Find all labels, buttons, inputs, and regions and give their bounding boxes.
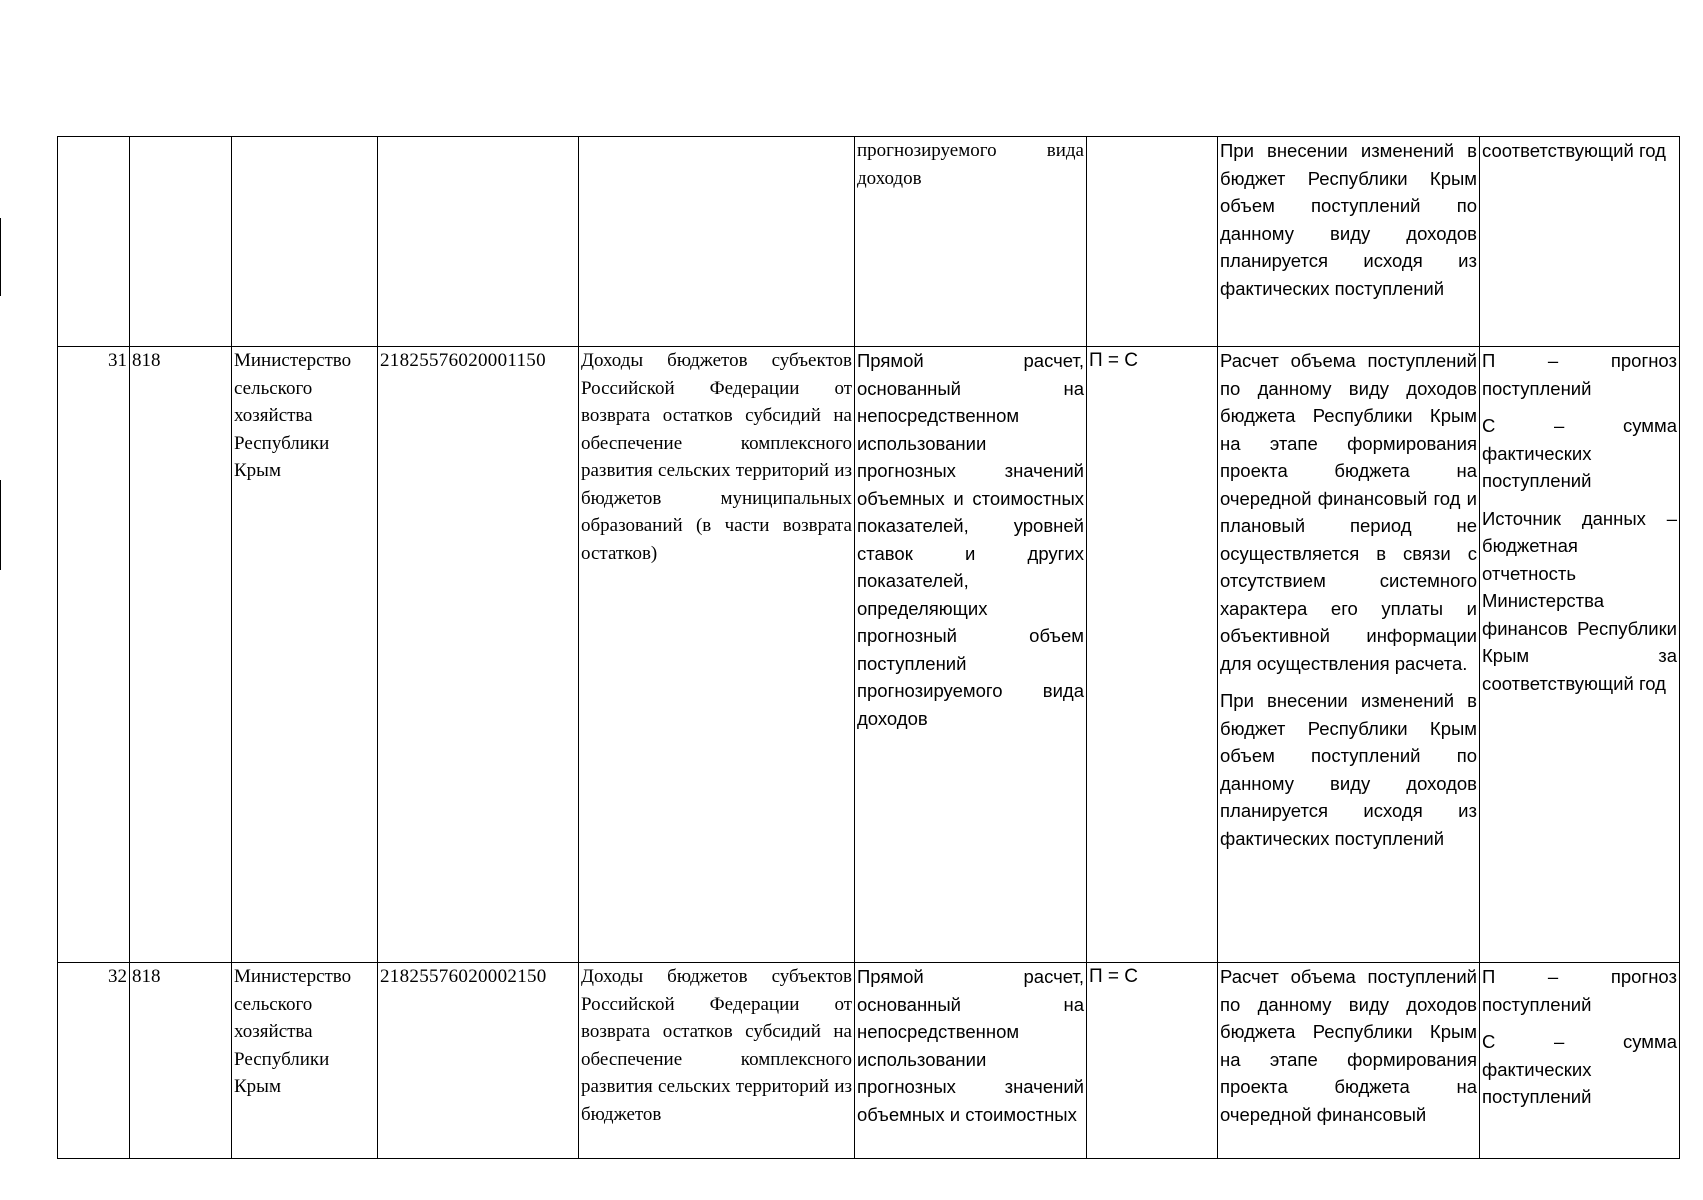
algorithm-paragraph: При внесении изменений в бюджет Республики Крым объем поступлений по данному виду доходов планируется исходя из фактических поступлений (1220, 140, 1477, 299)
algorithm-cell (1218, 347, 1480, 963)
indicator-paragraph: С – сумма фактических поступлений (1482, 415, 1677, 491)
formula-cell: П = С (1087, 963, 1218, 1159)
admin-name-cell (232, 137, 378, 347)
algorithm-cell (1218, 137, 1480, 347)
admin-code-cell (130, 137, 232, 347)
indicator-paragraph: П – прогноз поступлений (1482, 350, 1677, 399)
indicator-paragraph: С – сумма фактических поступлений (1482, 1031, 1677, 1107)
indicator-paragraph: соответствующий год (1482, 140, 1666, 161)
admin-name-cell: Министерство сельского хозяйства Республики Крым (232, 347, 378, 963)
scan-edge-mark-bottom (0, 480, 1, 570)
formula-cell: П = С (1087, 347, 1218, 963)
method-cell: прогнозируемого вида доходов (855, 137, 1087, 347)
algorithm-paragraph: Расчет объема поступлений по данному виду доходов бюджета Республики Крым на этапе формирования проекта бюджета на очередной финансовый (1220, 966, 1477, 1125)
formula-cell (1087, 137, 1218, 347)
table-row (58, 137, 1680, 347)
method-cell: Прямой расчет, основанный на непосредственном использовании прогнозных значений объемных и стоимостных показателей, уровней ставок и других показателей, определяющих прогнозный объем поступлений прогнозируемого вида доходов (855, 347, 1087, 963)
kbk-code-cell: 21825576020002150 (378, 963, 579, 1159)
admin-code-cell: 818 (130, 347, 232, 963)
kbk-code-cell: 21825576020001150 (378, 347, 579, 963)
row-number-cell (58, 137, 130, 347)
indicators-cell (1480, 963, 1680, 1159)
algorithm-paragraph: При внесении изменений в бюджет Республики Крым объем поступлений по данному виду доходов планируется исходя из фактических поступлений (1220, 690, 1477, 849)
method-cell: Прямой расчет, основанный на непосредственном использовании прогнозных значений объемных и стоимостных (855, 963, 1087, 1159)
kbk-code-cell (378, 137, 579, 347)
income-forecast-table (57, 136, 1680, 1159)
indicators-cell (1480, 347, 1680, 963)
admin-code-cell: 818 (130, 963, 232, 1159)
scan-edge-mark-top (0, 218, 1, 296)
admin-name-cell: Министерство сельского хозяйства Республики Крым (232, 963, 378, 1159)
algorithm-cell (1218, 963, 1480, 1159)
table-row (58, 347, 1680, 963)
algorithm-paragraph: Расчет объема поступлений по данному виду доходов бюджета Республики Крым на этапе формирования проекта бюджета на очередной финансовый год и плановый период не осуществляется в связи с отсутствием системного характера его уплаты и объективной информации для осуществления расчета. (1220, 350, 1477, 674)
income-name-cell: Доходы бюджетов субъектов Российской Федерации от возврата остатков субсидий на обеспечение комплексного развития сельских территорий из бюджетов муниципальных образований (в части возврата остатков) (579, 347, 855, 963)
row-number-cell: 31 (58, 347, 130, 963)
indicator-paragraph: П – прогноз поступлений (1482, 966, 1677, 1015)
table-row (58, 963, 1680, 1159)
income-name-cell (579, 137, 855, 347)
row-number-cell: 32 (58, 963, 130, 1159)
income-name-cell: Доходы бюджетов субъектов Российской Федерации от возврата остатков субсидий на обеспечение комплексного развития сельских территорий из бюджетов (579, 963, 855, 1159)
indicator-paragraph: Источник данных – бюджетная отчетность Министерства финансов Республики Крым за соответствующий год (1482, 507, 1677, 694)
indicators-cell (1480, 137, 1680, 347)
